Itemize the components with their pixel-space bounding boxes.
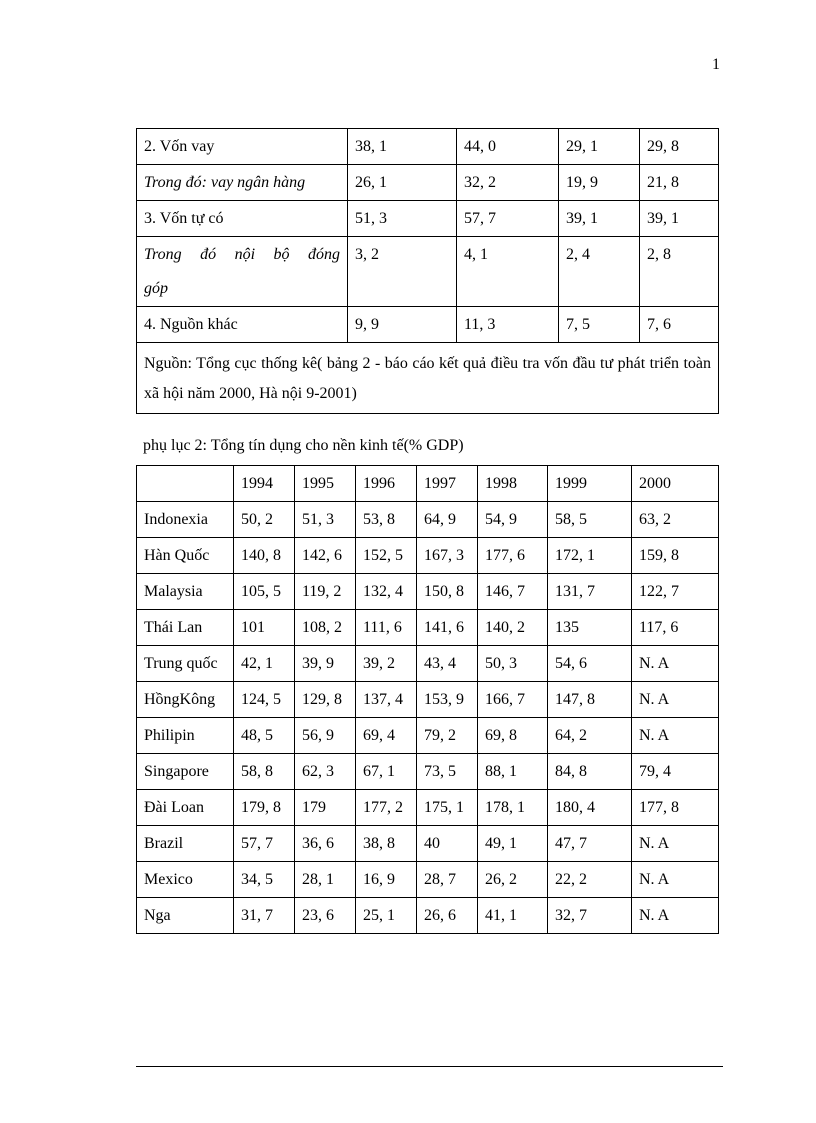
cell: 129, 8 <box>295 682 356 718</box>
cell: 58, 5 <box>548 502 632 538</box>
cell: 79, 2 <box>417 718 478 754</box>
table-row <box>137 201 719 237</box>
row-label: Trong đó: vay ngân hàng <box>137 165 348 201</box>
cell: 167, 3 <box>417 538 478 574</box>
country-name: Đài Loan <box>137 790 234 826</box>
table-row <box>137 898 719 934</box>
row-label <box>137 237 348 307</box>
cell: 26, 6 <box>417 898 478 934</box>
country-name: Indonexia <box>137 502 234 538</box>
cell: 122, 7 <box>632 574 719 610</box>
capital-source-table <box>136 128 719 414</box>
cell: 119, 2 <box>295 574 356 610</box>
row-label-line: góp <box>144 280 168 297</box>
country-name: Malaysia <box>137 574 234 610</box>
cell: 51, 3 <box>348 201 457 237</box>
cell: 172, 1 <box>548 538 632 574</box>
cell: N. A <box>632 898 719 934</box>
cell: 152, 5 <box>356 538 417 574</box>
cell: 38, 8 <box>356 826 417 862</box>
cell: 21, 8 <box>640 165 719 201</box>
cell: 53, 8 <box>356 502 417 538</box>
table-row <box>137 826 719 862</box>
page-number: 1 <box>712 56 720 73</box>
cell: 117, 6 <box>632 610 719 646</box>
cell: 28, 7 <box>417 862 478 898</box>
header-cell <box>137 466 234 502</box>
cell: 140, 2 <box>478 610 548 646</box>
cell: 7, 6 <box>640 307 719 343</box>
cell: 57, 7 <box>234 826 295 862</box>
table-row <box>137 502 719 538</box>
cell: 142, 6 <box>295 538 356 574</box>
cell: 25, 1 <box>356 898 417 934</box>
cell: 179 <box>295 790 356 826</box>
cell: 34, 5 <box>234 862 295 898</box>
cell: 58, 8 <box>234 754 295 790</box>
cell: 11, 3 <box>457 307 559 343</box>
header-cell: 1995 <box>295 466 356 502</box>
cell: 28, 1 <box>295 862 356 898</box>
footer-rule <box>136 1066 723 1067</box>
cell: 47, 7 <box>548 826 632 862</box>
country-name: HồngKông <box>137 682 234 718</box>
cell: 166, 7 <box>478 682 548 718</box>
cell: 19, 9 <box>559 165 640 201</box>
cell: 108, 2 <box>295 610 356 646</box>
cell: 177, 6 <box>478 538 548 574</box>
country-name: Hàn Quốc <box>137 538 234 574</box>
cell: 29, 8 <box>640 129 719 165</box>
cell: 7, 5 <box>559 307 640 343</box>
table-row <box>137 790 719 826</box>
cell: 54, 9 <box>478 502 548 538</box>
cell: 105, 5 <box>234 574 295 610</box>
row-label: 2. Vốn vay <box>137 129 348 165</box>
cell: 111, 6 <box>356 610 417 646</box>
cell: 141, 6 <box>417 610 478 646</box>
cell: 16, 9 <box>356 862 417 898</box>
credit-gdp-table <box>136 465 719 934</box>
cell: 26, 2 <box>478 862 548 898</box>
country-name: Thái Lan <box>137 610 234 646</box>
cell: 177, 2 <box>356 790 417 826</box>
cell: 57, 7 <box>457 201 559 237</box>
cell: 153, 9 <box>417 682 478 718</box>
country-name: Mexico <box>137 862 234 898</box>
cell: 178, 1 <box>478 790 548 826</box>
table-row <box>137 165 719 201</box>
cell: 150, 8 <box>417 574 478 610</box>
header-cell: 1998 <box>478 466 548 502</box>
cell: 62, 3 <box>295 754 356 790</box>
cell: 39, 9 <box>295 646 356 682</box>
cell: N. A <box>632 862 719 898</box>
table-row <box>137 538 719 574</box>
cell: 31, 7 <box>234 898 295 934</box>
cell: 79, 4 <box>632 754 719 790</box>
cell: 50, 3 <box>478 646 548 682</box>
cell: 64, 9 <box>417 502 478 538</box>
table-row <box>137 610 719 646</box>
cell: 4, 1 <box>457 237 559 307</box>
table-row <box>137 574 719 610</box>
cell: 69, 4 <box>356 718 417 754</box>
cell: 51, 3 <box>295 502 356 538</box>
cell: 40 <box>417 826 478 862</box>
source-note: Nguồn: Tổng cục thống kê( bảng 2 - báo cáo kết quả điều tra vốn đầu tư phát triển toàn xã hội năm 2000, Hà nội 9-2001) <box>137 343 719 414</box>
header-cell: 1994 <box>234 466 295 502</box>
country-name: Brazil <box>137 826 234 862</box>
cell: 44, 0 <box>457 129 559 165</box>
cell: 147, 8 <box>548 682 632 718</box>
table-row <box>137 343 719 414</box>
cell: 84, 8 <box>548 754 632 790</box>
header-cell: 2000 <box>632 466 719 502</box>
cell: 132, 4 <box>356 574 417 610</box>
cell: 88, 1 <box>478 754 548 790</box>
cell: 159, 8 <box>632 538 719 574</box>
cell: 64, 2 <box>548 718 632 754</box>
row-label-line: Trong đó nội bộ đóng <box>144 246 340 263</box>
row-label: 3. Vốn tự có <box>137 201 348 237</box>
cell: N. A <box>632 718 719 754</box>
cell: 32, 7 <box>548 898 632 934</box>
cell: 22, 2 <box>548 862 632 898</box>
cell: N. A <box>632 682 719 718</box>
table-row <box>137 862 719 898</box>
cell: 2, 4 <box>559 237 640 307</box>
table-row <box>137 237 719 307</box>
cell: 39, 1 <box>640 201 719 237</box>
cell: 140, 8 <box>234 538 295 574</box>
cell: 49, 1 <box>478 826 548 862</box>
cell: 54, 6 <box>548 646 632 682</box>
cell: 3, 2 <box>348 237 457 307</box>
cell: 56, 9 <box>295 718 356 754</box>
country-name: Philipin <box>137 718 234 754</box>
cell: 180, 4 <box>548 790 632 826</box>
cell: 67, 1 <box>356 754 417 790</box>
cell: 39, 1 <box>559 201 640 237</box>
cell: 9, 9 <box>348 307 457 343</box>
header-cell: 1996 <box>356 466 417 502</box>
cell: 41, 1 <box>478 898 548 934</box>
cell: 63, 2 <box>632 502 719 538</box>
cell: 23, 6 <box>295 898 356 934</box>
cell: 146, 7 <box>478 574 548 610</box>
header-row <box>137 466 719 502</box>
appendix-caption: phụ lục 2: Tổng tín dụng cho nền kinh tế(% GDP) <box>143 437 464 454</box>
country-name: Trung quốc <box>137 646 234 682</box>
cell: 29, 1 <box>559 129 640 165</box>
country-name: Nga <box>137 898 234 934</box>
table-body <box>137 502 719 934</box>
cell: 50, 2 <box>234 502 295 538</box>
row-label: 4. Nguồn khác <box>137 307 348 343</box>
cell: 42, 1 <box>234 646 295 682</box>
table-row <box>137 754 719 790</box>
cell: 131, 7 <box>548 574 632 610</box>
cell: 36, 6 <box>295 826 356 862</box>
cell: 73, 5 <box>417 754 478 790</box>
table-row <box>137 129 719 165</box>
table-row <box>137 682 719 718</box>
table-row <box>137 646 719 682</box>
cell: 177, 8 <box>632 790 719 826</box>
cell: 26, 1 <box>348 165 457 201</box>
table-row <box>137 718 719 754</box>
header-cell: 1999 <box>548 466 632 502</box>
cell: 2, 8 <box>640 237 719 307</box>
cell: 39, 2 <box>356 646 417 682</box>
cell: 124, 5 <box>234 682 295 718</box>
cell: N. A <box>632 826 719 862</box>
cell: N. A <box>632 646 719 682</box>
cell: 175, 1 <box>417 790 478 826</box>
cell: 43, 4 <box>417 646 478 682</box>
cell: 32, 2 <box>457 165 559 201</box>
cell: 179, 8 <box>234 790 295 826</box>
cell: 135 <box>548 610 632 646</box>
table-row <box>137 307 719 343</box>
header-cell: 1997 <box>417 466 478 502</box>
cell: 137, 4 <box>356 682 417 718</box>
country-name: Singapore <box>137 754 234 790</box>
cell: 69, 8 <box>478 718 548 754</box>
cell: 38, 1 <box>348 129 457 165</box>
cell: 48, 5 <box>234 718 295 754</box>
cell: 101 <box>234 610 295 646</box>
